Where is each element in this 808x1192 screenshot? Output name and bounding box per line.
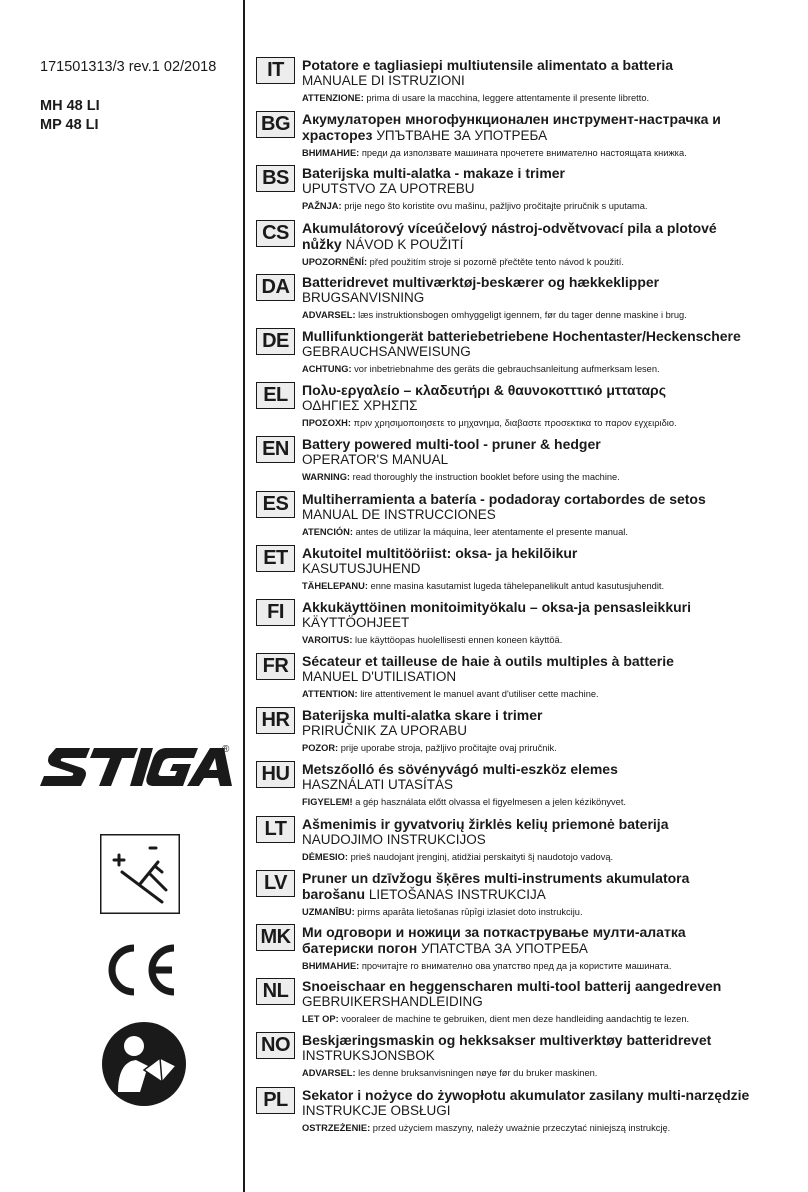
language-code-badge: LV [256, 870, 295, 897]
model-mh48li: MH 48 LI [40, 98, 100, 114]
warning-text: prije nego što koristite ovu mašinu, pažljivo pročitajte priručnik s uputama. [341, 201, 648, 212]
model-mp48li: MP 48 LI [40, 117, 99, 133]
warning-text: przed użyciem maszyny, należy uważnie przeczytać niniejszą instrukcję. [370, 1122, 671, 1133]
language-list [256, 52, 804, 1136]
manual-title: Battery powered multi-tool - pruner & hedger [302, 436, 601, 453]
manual-title: Ašmenimis ir gyvatvorių žirklės kelių priemonė baterija [302, 815, 669, 832]
language-entry-no [256, 1027, 804, 1081]
manual-title [302, 865, 804, 903]
safety-warning [302, 742, 804, 754]
language-code-badge: DA [256, 274, 295, 301]
language-code-badge: FI [256, 599, 295, 626]
manual-subtitle: BRUGSANVISNING [302, 289, 425, 305]
warning-text: prima di usare la macchina, leggere attentamente il presente libretto. [363, 93, 650, 103]
manual-title-line2 [302, 236, 804, 253]
manual-title-line2 [302, 886, 804, 903]
language-entry-hr [256, 702, 804, 756]
safety-warning [302, 1013, 804, 1025]
warning-label: ATTENZIONE: [302, 93, 364, 103]
manual-subtitle: MANUAL DE INSTRUCCIONES [302, 506, 496, 522]
manual-title-line2-text: батериски погон [302, 940, 418, 956]
warning-text: les denne bruksanvisningen nøye før du bruker maskinen. [355, 1068, 598, 1079]
warning-text: прочитајте го внимателно ова упатство пред да ја користите машината. [359, 961, 672, 971]
manual-subtitle: LIETOŠANAS INSTRUKCIJA [368, 886, 546, 902]
language-entry-bs [256, 160, 804, 214]
language-entry-et [256, 540, 804, 594]
manual-subtitle: KASUTUSJUHEND [302, 560, 421, 576]
manual-title-line2 [302, 127, 804, 144]
language-code-badge: ET [256, 545, 295, 572]
warning-label: ADVARSEL: [302, 309, 356, 320]
language-entry-en [256, 431, 804, 485]
manual-title-line1: Pruner un dzīvžogu šķēres multi-instruments akumulatora [302, 869, 690, 886]
manual-title [302, 106, 804, 144]
language-code-badge: PL [256, 1087, 295, 1114]
manual-title-line2-text: храсторез [302, 127, 373, 144]
manual-title: Baterijska multi-alatka skare i trimer [302, 707, 543, 724]
language-entry-bg [256, 106, 804, 160]
warning-text: lire attentivement le manuel avant d'utiliser cette machine. [357, 689, 599, 700]
warning-text: prije uporabe stroja, pažljivo pročitajte ovaj priručnik. [338, 743, 557, 754]
warning-text: enne masina kasutamist lugeda tähelepanelikult antud kasutusjuhendit. [367, 580, 665, 591]
warning-text: a gép használata előtt olvassa el figyelmesen a jelen kézikönyvet. [352, 797, 627, 808]
column-divider [243, 0, 245, 1192]
safety-warning [302, 634, 804, 646]
read-manual-icon [100, 1020, 188, 1108]
warning-label: ВНИМАНИЕ: [302, 961, 360, 971]
manual-subtitle: GEBRUIKERSHANDLEIDING [302, 994, 483, 1010]
manual-title: Πολυ-εργαλείο – κλαδευτήρι & θαυνοκοτττικό μτταταρς [302, 382, 666, 399]
language-code-badge: FR [256, 653, 295, 680]
language-code-badge: BG [256, 111, 295, 138]
language-entry-pl [256, 1082, 804, 1136]
warning-text: преди да използвате машината прочетете внимателно настоящата книжка. [359, 148, 687, 159]
language-entry-lv [256, 865, 804, 919]
warning-text: πριν χρησιμοποιησετε το μηχανημα, διαβαστε προσεκτικα το παρον εγχειριδιο. [350, 418, 677, 429]
manual-title-line1: Ми одговори и ножици за поткастрување мулти-алатка [302, 924, 686, 940]
warning-label: ΠΡΟΣΟΧΗ: [302, 418, 351, 429]
manual-title: Akutoitel multitööriist: oksa- ja hekilõikur [302, 544, 578, 561]
warning-text: læs instruktionsbogen omhyggeligt igennem, før du tager denne maskine i brug. [355, 309, 687, 320]
manual-title: Beskjæringsmaskin og hekksakser multiverktøy batteridrevet [302, 1032, 712, 1049]
manual-title: Baterijska multi-alatka - makaze i trimer [302, 165, 566, 182]
warning-text: prieš naudojant įrenginį, atidžiai perskaityti šį naudotojo vadovą. [347, 851, 614, 862]
language-entry-hu [256, 756, 804, 810]
warning-label: ACHTUNG: [302, 363, 352, 374]
safety-warning [302, 796, 804, 808]
language-code-badge: NL [256, 978, 295, 1005]
warning-text: lue käyttöopas huolellisesti ennen koneen käyttöä. [352, 634, 563, 645]
safety-warning [302, 1122, 804, 1134]
warning-text: vor inbetriebnahme des geräts die gebrauchsanleitung aufmerksam lesen. [351, 363, 660, 374]
ce-mark-icon [100, 940, 180, 1000]
manual-title [302, 919, 804, 957]
manual-title-line2-text: nůžky [302, 235, 342, 252]
warning-text: před použitím stroje si pozorně přečtěte tento návod k použití. [367, 256, 624, 267]
warning-text: vooraleer de machine te gebruiken, dient men deze handleiding aandachtig te lezen. [338, 1014, 690, 1025]
language-code-badge: LT [256, 816, 295, 843]
manual-title: Batteridrevet multiværktøj-beskærer og hækkeklipper [302, 273, 660, 290]
language-code-badge: EL [256, 382, 295, 409]
manual-subtitle: GEBRAUCHSANWEISUNG [302, 343, 471, 359]
manual-title [302, 215, 804, 253]
language-entry-cs [256, 215, 804, 269]
safety-warning [302, 147, 804, 159]
language-entry-it [256, 52, 804, 106]
language-entry-de [256, 323, 804, 377]
safety-warning [302, 906, 804, 918]
registered-mark: ® [222, 744, 230, 755]
manual-subtitle: KÄYTTÖOHJEET [302, 614, 410, 630]
manual-subtitle: PRIRUČNIK ZA UPORABU [302, 723, 468, 739]
safety-warning [302, 851, 804, 863]
manual-subtitle: NAUDOJIMO INSTRUKCIJOS [302, 831, 486, 847]
safety-warning [302, 309, 804, 321]
manual-title: Multiherramienta a batería - podadoray cortabordes de setos [302, 490, 706, 507]
language-code-badge: CS [256, 220, 295, 247]
language-code-badge: ES [256, 491, 295, 518]
warning-label: UZMANĪBU: [302, 906, 355, 917]
manual-title-line1: Akumulátorový víceúčelový nástroj-odvětvovací pila a plotové [302, 219, 717, 236]
manual-title: Snoeischaar en heggenscharen multi-tool batterij aangedreven [302, 978, 722, 995]
manual-title: Sekator i nożyce do żywopłotu akumulator zasilany multi-narzędzie [302, 1086, 750, 1103]
safety-warning [302, 256, 804, 268]
warning-text: antes de utilizar la máquina, leer atentamente el presente manual. [352, 526, 628, 537]
manual-title-line1: Акумулаторен многофункционален инструмент-настрачка и [302, 111, 721, 128]
safety-warning [302, 417, 804, 429]
manual-subtitle: NÁVOD K POUŽITÍ [345, 236, 464, 252]
language-entry-da [256, 269, 804, 323]
manual-title: Metszőolló és sövényvágó multi-eszköz elemes [302, 761, 618, 778]
language-entry-mk [256, 919, 804, 973]
language-entry-nl [256, 973, 804, 1027]
language-code-badge: NO [256, 1032, 295, 1059]
warning-label: FIGYELEM! [302, 797, 353, 808]
manual-title-line2-text: barošanu [302, 885, 366, 902]
warning-label: TÄHELEPANU: [302, 580, 368, 591]
warning-label: ATENCIÓN: [302, 526, 353, 537]
manual-subtitle: HASZNÁLATI UTASÍTÁS [302, 777, 454, 793]
manual-subtitle: OPERATOR'S MANUAL [302, 452, 449, 468]
manual-subtitle: UPUTSTVO ZA UPOTREBU [302, 181, 475, 197]
safety-warning [302, 960, 804, 972]
manual-subtitle: MANUALE DI ISTRUZIONI [302, 73, 465, 88]
warning-text: pirms aparāta lietošanas rūpīgi izlasiet doto instrukciju. [354, 906, 583, 917]
stiga-logo [38, 742, 234, 792]
manual-title: Sécateur et tailleuse de haie à outils multiples à batterie [302, 653, 674, 670]
language-code-badge: BS [256, 165, 295, 192]
safety-warning [302, 92, 804, 104]
warning-label: ВНИМАНИЕ: [302, 148, 360, 159]
language-code-badge: HU [256, 761, 295, 788]
language-entry-fi [256, 594, 804, 648]
safety-warning [302, 580, 804, 592]
document-number: 171501313/3 rev.1 02/2018 [40, 59, 217, 75]
manual-subtitle: УПЪТВАНЕ ЗА УПОТРЕБА [376, 128, 548, 144]
language-code-badge: IT [256, 57, 295, 84]
safety-warning [302, 688, 804, 700]
language-entry-fr [256, 648, 804, 702]
manual-title: Akkukäyttöinen monitoimityökalu – oksa-ja pensasleikkuri [302, 598, 692, 615]
warning-text: read thoroughly the instruction booklet before using the machine. [350, 472, 620, 483]
language-code-badge: HR [256, 707, 295, 734]
warning-label: PAŽNJA: [302, 201, 342, 212]
manual-title-line2 [302, 940, 804, 957]
warning-label: ATTENTION: [302, 689, 358, 700]
safety-warning [302, 471, 804, 483]
manual-subtitle: MANUEL D'UTILISATION [302, 669, 457, 685]
language-code-badge: EN [256, 436, 295, 463]
warning-label: WARNING: [302, 472, 351, 483]
safety-warning [302, 1067, 804, 1079]
warning-label: UPOZORNĚNÍ: [302, 256, 368, 267]
warning-label: ADVARSEL: [302, 1068, 356, 1079]
warning-label: DĖMESIO: [302, 851, 348, 862]
safety-warning [302, 200, 804, 212]
language-code-badge: MK [256, 924, 295, 951]
manual-title: Potatore e tagliasiepi multiutensile alimentato a batteria [302, 57, 674, 73]
left-column [0, 0, 243, 1192]
manual-subtitle: УПАТСТВА ЗА УПОТРЕБА [421, 941, 588, 956]
manual-subtitle: INSTRUKCJE OBSŁUGI [302, 1102, 451, 1118]
language-entry-el [256, 377, 804, 431]
manual-subtitle: ΟΔΗΓΙΕΣ ΧΡΗΣΠΣ [302, 398, 418, 414]
safety-warning [302, 363, 804, 375]
manual-title: Mullifunktiongerät batteriebetriebene Hochentaster/Heckenschere [302, 327, 741, 344]
warning-label: VAROITUS: [302, 634, 353, 645]
language-code-badge: DE [256, 328, 295, 355]
safety-warning [302, 526, 804, 538]
language-entry-es [256, 486, 804, 540]
language-entry-lt [256, 811, 804, 865]
warning-label: LET OP: [302, 1014, 339, 1025]
manual-subtitle: INSTRUKSJONSBOK [302, 1048, 435, 1064]
multi-tool-icon [100, 834, 180, 914]
warning-label: OSTRZEŻENIE: [302, 1122, 371, 1133]
warning-label: POZOR: [302, 743, 339, 754]
